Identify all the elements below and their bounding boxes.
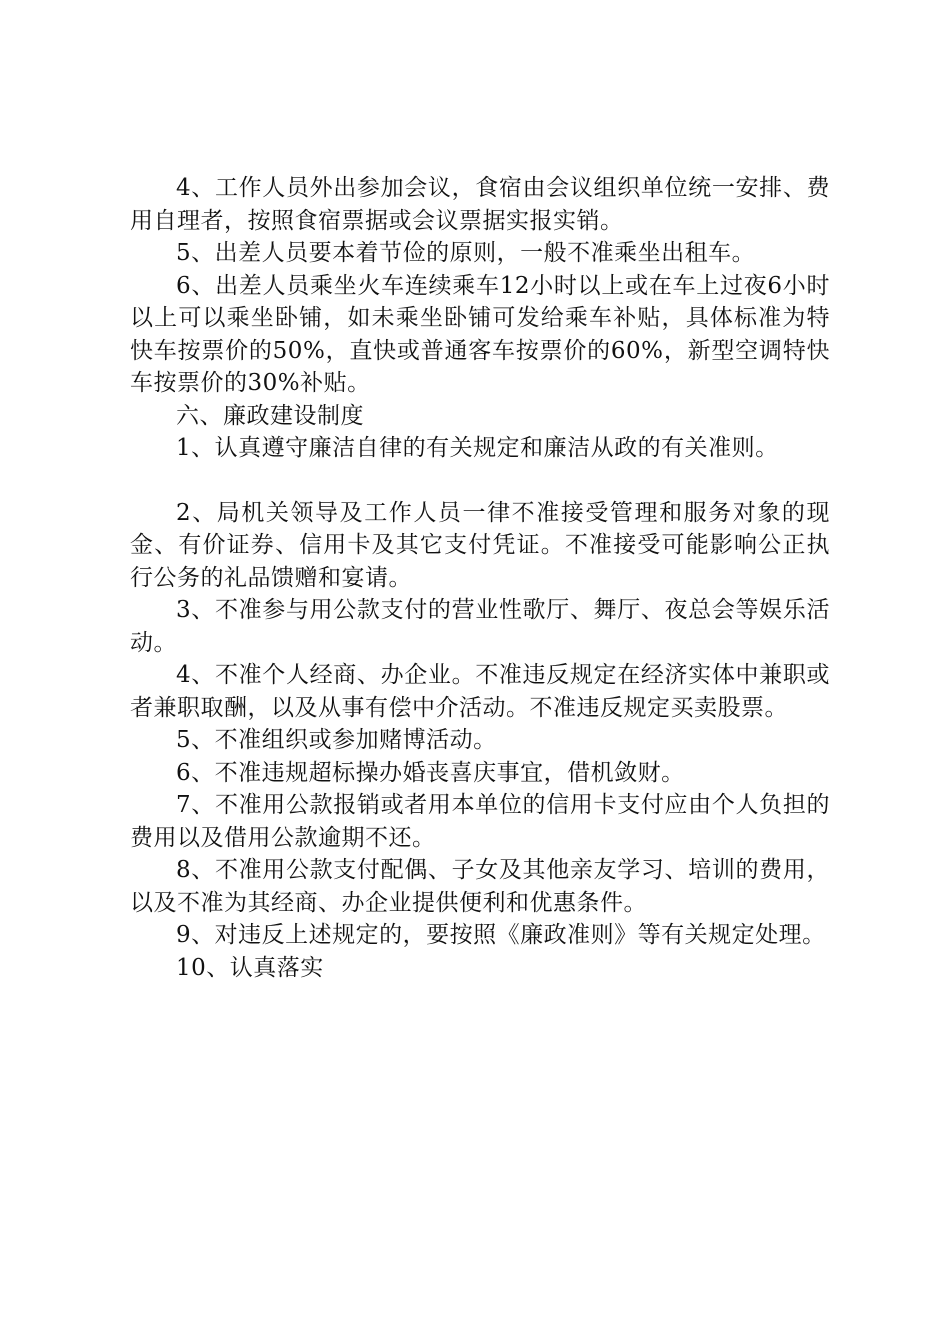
- paragraph-item-3-entertainment: 3、不准参与用公款支付的营业性歌厅、舞厅、夜总会等娱乐活动。: [130, 597, 830, 656]
- paragraph-item-8-relatives: 8、不准用公款支付配偶、子女及其他亲友学习、培训的费用，以及不准为其经商、办企业提供便利和优惠条件。: [130, 857, 830, 916]
- paragraph-item-6-ceremonies: 6、不准违规超标操办婚丧喜庆事宜，借机敛财。: [176, 759, 685, 786]
- paragraph-item-5-taxi: 5、出差人员要本着节俭的原则，一般不准乘坐出租车。: [176, 240, 756, 266]
- paragraph-item-4-business: 4、不准个人经商、办企业。不准违反规定在经济实体中兼职或者兼职取酬，以及从事有偿中介活动。不准违反规定买卖股票。: [130, 662, 830, 721]
- paragraph-item-5-gambling: 5、不准组织或参加赌博活动。: [176, 727, 497, 753]
- paragraph-item-1-integrity: 1、认真遵守廉洁自律的有关规定和廉洁从政的有关准则。: [176, 435, 779, 461]
- section-heading: 六、廉政建设制度: [176, 402, 364, 429]
- document-body: [130, 172, 830, 984]
- paragraph-item-2-gifts: 2、局机关领导及工作人员一律不准接受管理和服务对象的现金、有价证券、信用卡及其它支付凭证。不准接受可能影响公正执行公务的礼品馈赠和宴请。: [130, 499, 830, 591]
- paragraph-item-4-meetings: 4、工作人员外出参加会议，食宿由会议组织单位统一安排、费用自理者，按照食宿票据或会议票据实报实销。: [130, 175, 830, 234]
- paragraph-item-6-train: 6、出差人员乘坐火车连续乘车12小时以上或在车上过夜6小时以上可以乘坐卧铺，如未乘坐卧铺可发给乘车补贴，具体标准为特快车按票价的50%，直快或普通客车按票价的60%，新型空调特快车按票价的30%补贴。: [130, 272, 830, 396]
- paragraph-item-7-reimbursement: 7、不准用公款报销或者用本单位的信用卡支付应由个人负担的费用以及借用公款逾期不还。: [130, 792, 830, 851]
- paragraph-item-9-violations: 9、对违反上述规定的，要按照《廉政准则》等有关规定处理。: [176, 922, 826, 948]
- paragraph-item-10-implement: 10、认真落实: [176, 954, 324, 981]
